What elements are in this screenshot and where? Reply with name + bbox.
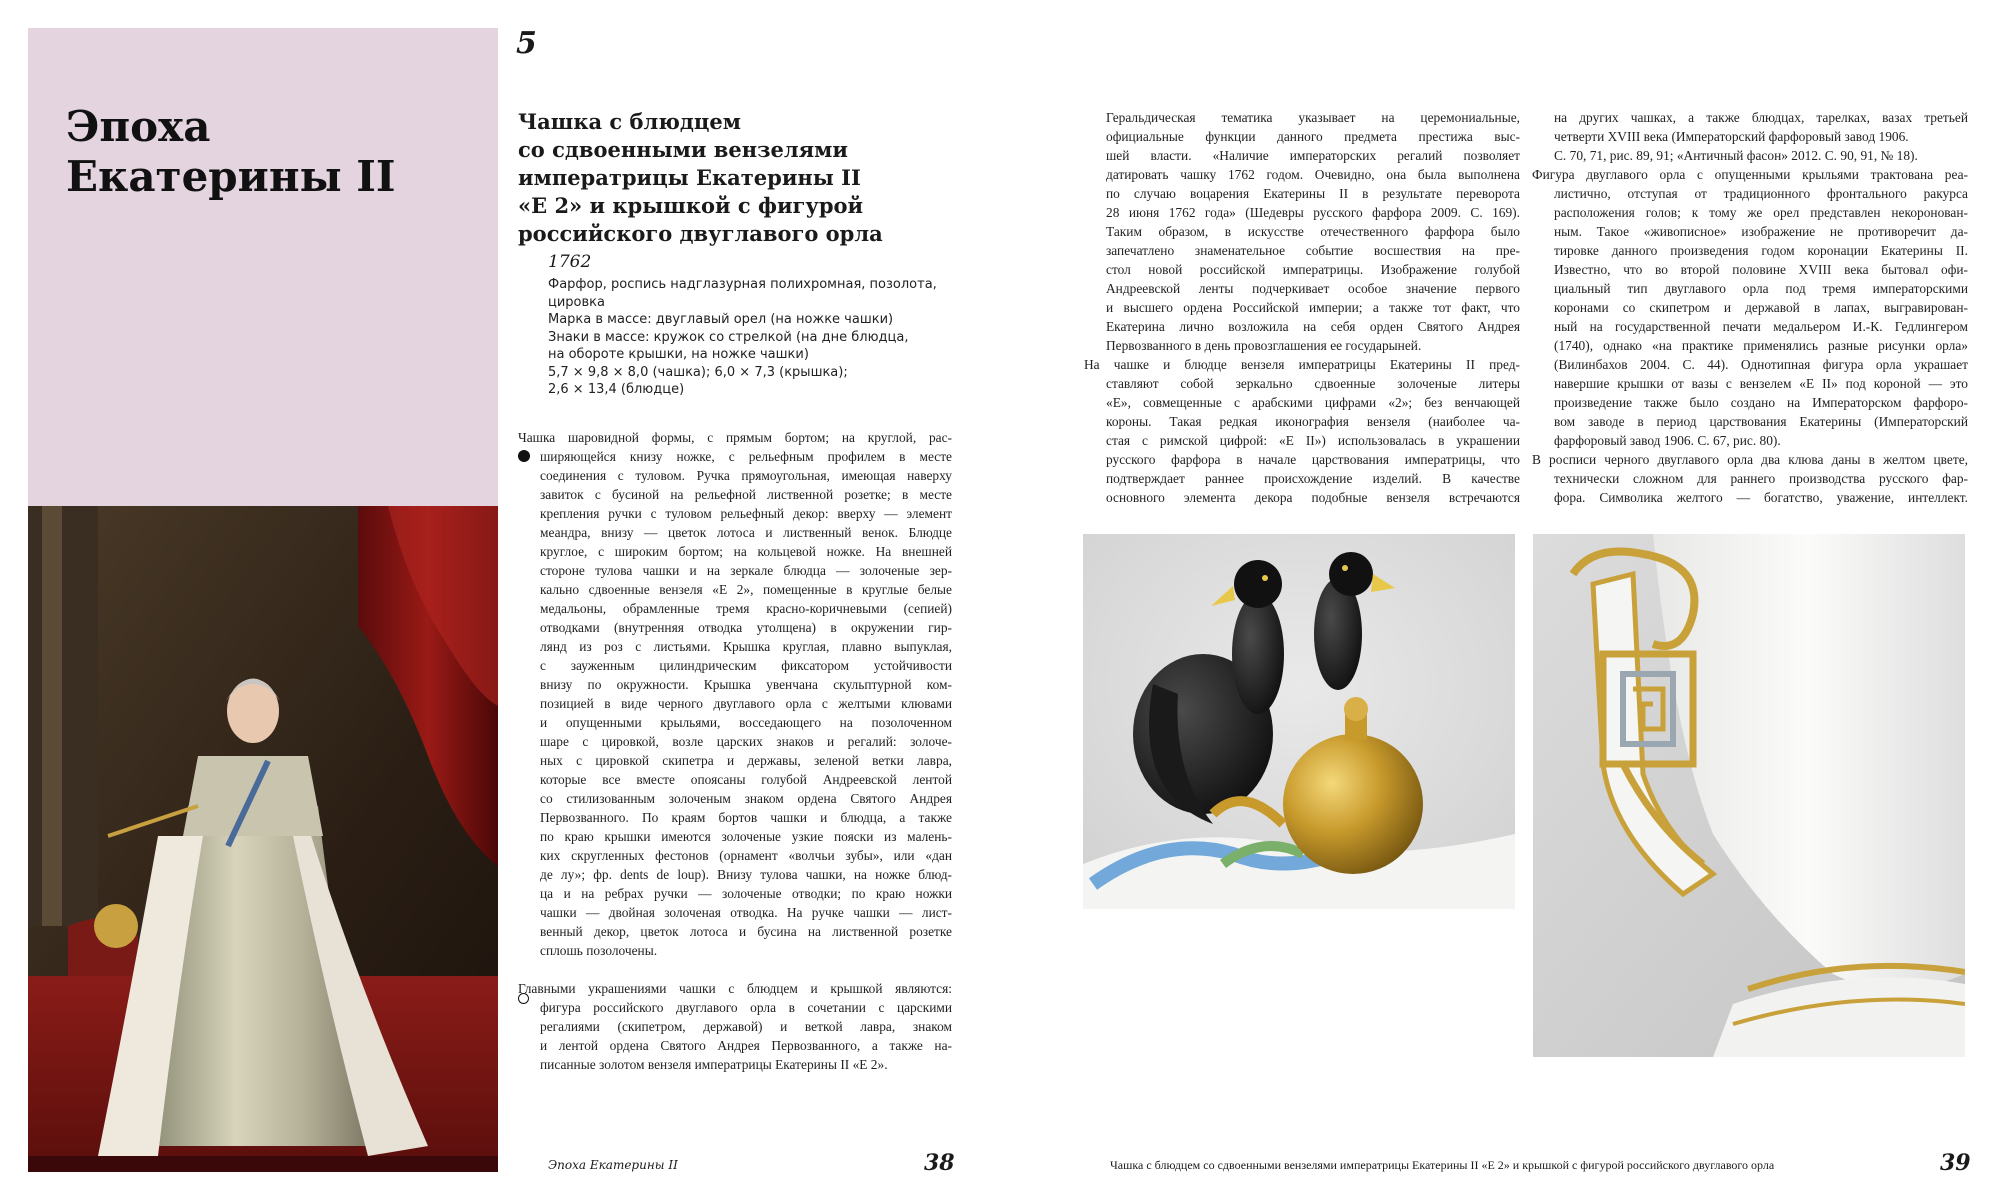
text-line: фигура российского двуглавого орла в сочетании с царскими <box>540 1000 952 1015</box>
page-number-right: 39 <box>1940 1150 1971 1176</box>
text-line: соединения с туловом. Ручка прямоугольная, имеющая наверху <box>540 468 952 483</box>
running-footer-left: Эпоха Екатерины II <box>548 1158 678 1172</box>
text-line: по случаю воцарения Екатерины II в результате переворота <box>1106 186 1520 201</box>
text-line: тировке данного произведения годом коронации Екатерины II. <box>1554 243 1968 258</box>
text-line: сплошь позолочены. <box>540 943 658 958</box>
text-line: Главными украшениями чашки с блюдцем и крышкой являются: <box>518 981 952 996</box>
object-title-line: российского двуглавого орла <box>518 221 883 246</box>
text-line: датировать чашку 1762 годом. Очевидно, она была выполнена <box>1106 167 1520 182</box>
text-line: чашки — двойная золоченая отводка. На ручке чашки — лист- <box>540 905 952 920</box>
text-line: и высшего ордена Российской империи; а также тот факт, что <box>1106 300 1520 315</box>
text-line: венный декор, цветок лотоса и бусина на лиственной розетке <box>540 924 952 939</box>
text-line: Первозванного в день провозглашения ее государыней. <box>1106 338 1422 353</box>
object-title-line: императрицы Екатерины II <box>518 165 861 190</box>
text-line: циальный тип двуглавого орла под тремя императорскими <box>1554 281 1968 296</box>
object-title-line: Чашка с блюдцем <box>518 109 741 134</box>
text-line: внизу по окружности. Крышка увенчана скульптурной ком- <box>540 677 952 692</box>
text-line: фарфоровый завод 1906. С. 67, рис. 80). <box>1554 433 1781 448</box>
object-title-line: «Е 2» и крышкой с фигурой <box>518 193 864 218</box>
text-column-2 <box>1532 108 1968 507</box>
text-line: стороне тулова чашки и на зеркале блюдца — золоченые зер- <box>540 563 952 578</box>
text-line: ца и на ребрах ручки — золоченые отводки; по краю ножки <box>540 886 952 901</box>
text-line: основного элемента декора подобные вензеля встречаются <box>1106 490 1520 505</box>
text-line: на других чашках, а также блюдцах, тарелках, вазах третьей <box>1554 110 1968 125</box>
hollow-bullet-icon <box>518 993 529 1004</box>
description-text <box>518 428 952 1074</box>
text-line: 28 июня 1762 года» (Шедевры русского фарфора 2009. С. 169). <box>1106 205 1520 220</box>
meta-line: Марка в массе: двуглавый орел (на ножке чашки) <box>548 312 894 327</box>
text-line: крепления ручки с туловом рельефный декор: вверху — элемент <box>540 506 952 521</box>
text-line: расположения голов; к тому же орел представлен некоронован- <box>1554 205 1968 220</box>
text-line: навершие крышки от вазы с вензелем «Е II» под короной — это <box>1554 376 1968 391</box>
text-line: произведение также было создано на Императорском фарфоро- <box>1554 395 1968 410</box>
text-line: русского фарфора в начале царствования императрицы, что <box>1106 452 1520 467</box>
text-line: шаре с цировкой, возле царских знаков и регалий: золоче- <box>540 734 952 749</box>
text-line: подтверждает раннее происхождение изделий. В качестве <box>1106 471 1520 486</box>
text-line: ких скругленных фестонов (орнамент «волчьи зубы», или «дан <box>540 848 952 863</box>
page-number-left: 38 <box>924 1150 955 1176</box>
text-line: Екатерина лично возложила на себя орден Святого Андрея <box>1106 319 1520 334</box>
text-line: ных с цировкой скипетра и державы, зеленой ветки лавра, <box>540 753 952 768</box>
catherine-portrait <box>28 506 498 1172</box>
text-line: де лу»; фр. dents de loup). Внизу тулова чашки, на ножке блюд- <box>540 867 952 882</box>
text-line: С. 70, 71, рис. 89, 91; «Античный фасон» 2012. С. 90, 91, № 18). <box>1554 148 1918 163</box>
text-line: Таким образом, в искусстве отечественного фарфора было <box>1106 224 1520 239</box>
text-line: отводками (внутренняя отводка утолщена) в окружении гир- <box>540 620 952 635</box>
text-line: со стилизованным золоченым знаком ордена Святого Андрея <box>540 791 952 806</box>
text-line: шей власти. «Наличие императорских регалий позволяет <box>1106 148 1520 163</box>
text-line: Известно, что во второй половине XVIII века бытовал офи- <box>1554 262 1968 277</box>
era-title: Эпоха Екатерины II <box>66 102 396 201</box>
text-line: стая с римской цифрой: «Е II») использовалась в украшении <box>1106 433 1520 448</box>
text-line: и опущенными крыльями, восседающего на позолоченном <box>540 715 952 730</box>
text-line: лянд из роз с листьями. Крышка круглая, плавно выпуклая, <box>540 639 952 654</box>
text-line: В росписи черного двуглавого орла два клюва даны в желтом цвете, <box>1532 452 1968 467</box>
text-line: Геральдическая тематика указывает на церемониальные, <box>1106 110 1520 125</box>
meta-line: цировка <box>548 294 605 310</box>
text-line: которые все вместе опоясаны голубой Андреевской лентой <box>540 772 952 787</box>
text-line: листично, отступая от традиционного фронтального ракурса <box>1554 186 1968 201</box>
text-line: официальные функции данного предмета престижа выс- <box>1106 129 1520 144</box>
text-line: «Е», совмещенные с арабскими цифрами «2»; без венчающей <box>1106 395 1520 410</box>
object-metadata <box>548 276 948 399</box>
text-line: с зауженным цилиндрическим фиксатором устойчивости <box>540 658 952 673</box>
meta-line: 5,7 × 9,8 × 8,0 (чашка); 6,0 × 7,3 (крышка); <box>548 364 848 380</box>
text-line: Первозванного. По краям бортов чашки и блюдца, а также <box>540 810 952 825</box>
text-line: Андреевской ленты подчеркивает особое значение первого <box>1106 281 1520 296</box>
text-line: позицией в виде черного двуглавого орла с желтыми клювами <box>540 696 952 711</box>
text-line: регалиями (скипетром, державой) и веткой лавра, знаком <box>540 1019 952 1034</box>
text-line: медальоны, обрамленные тремя красно-коричневыми (сепией) <box>540 601 952 616</box>
text-line: четверти XVIII века (Императорский фарфоровый завод 1906. <box>1554 129 1909 144</box>
text-line: стол новой российской императрицы. Изображение голубой <box>1106 262 1520 277</box>
text-line: и лентой ордена Святого Андрея Первозванного, а также на- <box>540 1038 952 1053</box>
text-line: технически сложном для раннего производства русского фар- <box>1554 471 1968 486</box>
text-line: (1740), однако «на практике применялись разные рисунки орла» <box>1554 338 1968 353</box>
text-line: Чашка шаровидной формы, с прямым бортом; на круглой, рас- <box>518 430 952 445</box>
text-line: (Вилинбахов 2004. С. 44). Однотипная фигура орла украшает <box>1554 357 1968 372</box>
text-line: завиток с бусиной на рельефной лиственной розетке; в месте <box>540 487 952 502</box>
text-line: круглое, с широким бортом; на кольцевой ножке. На внешней <box>540 544 952 559</box>
text-line: короны. Такая редкая иконография вензеля (наиболее ча- <box>1106 414 1520 429</box>
object-title-line: со сдвоенными вензелями <box>518 137 848 162</box>
text-line: На чашке и блюдце вензеля императрицы Екатерины II пред- <box>1084 357 1520 372</box>
text-line: ный на государственной печати медальером И.-К. Гедлингером <box>1554 319 1968 334</box>
text-line: ставляют собой зеркально сдвоенные золоченые литеры <box>1106 376 1520 391</box>
meta-line: 2,6 × 13,4 (блюдце) <box>548 382 685 397</box>
text-line: фора. Символика желтого — богатство, уважение, интеллект. <box>1554 490 1968 505</box>
text-line: по краю крышки имеются золоченые узкие пояски из малень- <box>540 829 952 844</box>
text-line: ширяющейся книзу ножке, с рельефным профилем в месте <box>540 449 952 464</box>
text-line: вом заводе в период царствования Екатерины (Императорский <box>1554 414 1968 429</box>
eagle-finial-photo <box>1083 534 1515 909</box>
chapter-number: 5 <box>516 26 537 61</box>
text-line: меандра, внизу — цветок лотоса и лиственный венок. Блюдце <box>540 525 952 540</box>
running-footer-right: Чашка с блюдцем со сдвоенными вензелями императрицы Екатерины II «Е 2» и крышкой с фигурой российского двуглавого орла <box>1110 1158 1775 1172</box>
meta-line: Знаки в массе: кружок со стрелкой (на дне блюдца, <box>548 329 909 345</box>
text-line: кально сдвоенные вензеля «Е 2», помещенные в круглые белые <box>540 582 952 597</box>
object-title <box>518 108 958 248</box>
era-panel <box>28 28 498 506</box>
text-line: Фигура двуглавого орла с опущенными крыльями трактована реа- <box>1532 167 1968 182</box>
meta-line: на обороте крышки, на ножке чашки) <box>548 347 809 362</box>
meta-line: Фарфор, роспись надглазурная полихромная, позолота, <box>548 277 937 292</box>
text-column-1 <box>1084 108 1520 507</box>
text-line: писанные золотом вензеля императрицы Екатерины II «Е 2». <box>540 1057 888 1072</box>
cup-handle-photo <box>1533 534 1965 1057</box>
object-year: 1762 <box>548 252 592 272</box>
text-line: коронами со скипетром и державой в лапах, выгравирован- <box>1554 300 1968 315</box>
text-line: запечатлено знаменательное событие восшествия на пре- <box>1106 243 1520 258</box>
text-line: ным. Такое «живописное» изображение не противоречит да- <box>1554 224 1968 239</box>
